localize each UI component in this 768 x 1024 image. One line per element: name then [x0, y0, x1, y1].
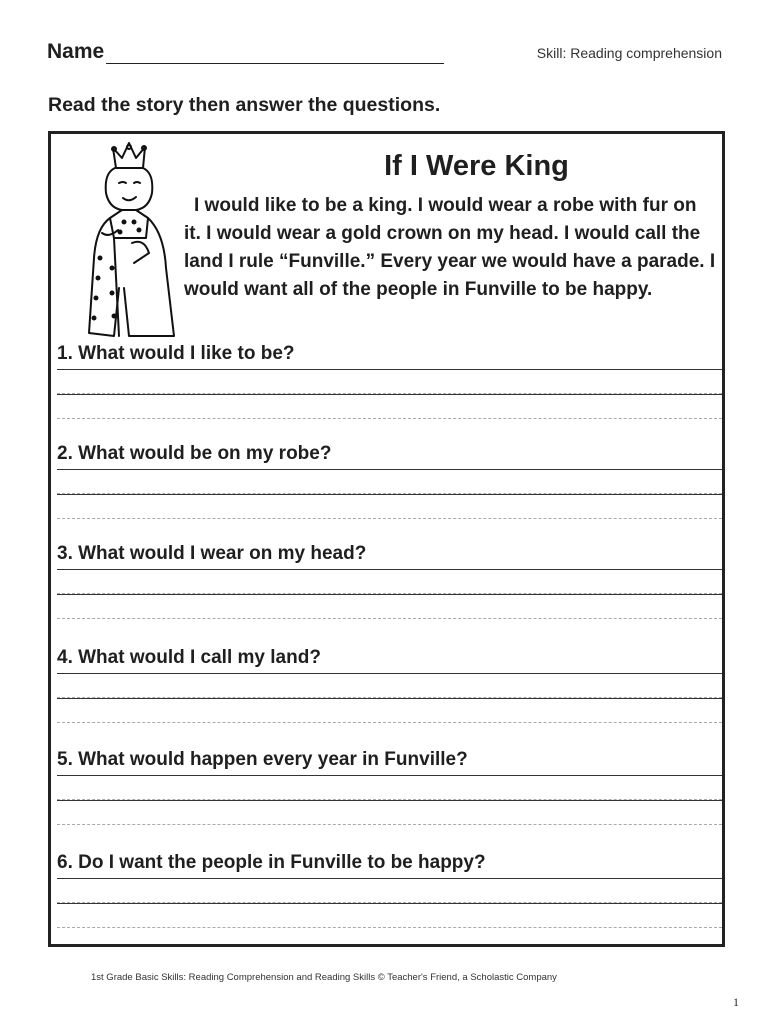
- answer-line[interactable]: [57, 903, 722, 928]
- king-illustration: [74, 138, 189, 343]
- answer-line[interactable]: [57, 594, 722, 619]
- answer-line[interactable]: [57, 369, 722, 394]
- story-text: I would like to be a king. I would wear a robe with fur on it. I would wear a gold crown on my head. I would call the land I rule “Funville.” Every year we would have a parade. I would want all of the people in Funville to be happy.: [184, 195, 716, 300]
- answer-line[interactable]: [57, 494, 722, 519]
- answer-line[interactable]: [57, 800, 722, 825]
- answer-line[interactable]: [57, 673, 722, 698]
- question-4: [57, 647, 722, 723]
- answer-line[interactable]: [57, 698, 722, 723]
- answer-line[interactable]: [57, 775, 722, 800]
- question-text: 6. Do I want the people in Funville to be happy?: [57, 852, 486, 873]
- name-label: Name: [47, 40, 105, 63]
- name-field: [47, 40, 444, 64]
- question-text: 4. What would I call my land?: [57, 647, 321, 668]
- name-blank-line[interactable]: [106, 43, 444, 64]
- worksheet-box: [48, 131, 725, 947]
- answer-line[interactable]: [57, 469, 722, 494]
- question-text: 2. What would be on my robe?: [57, 443, 332, 464]
- question-text: 5. What would happen every year in Funville?: [57, 749, 468, 770]
- story-title: If I Were King: [384, 150, 569, 182]
- instructions: Read the story then answer the questions.: [48, 94, 441, 116]
- question-2: [57, 443, 722, 519]
- question-5: [57, 749, 722, 825]
- skill-label: Skill: Reading comprehension: [536, 45, 722, 61]
- question-1: [57, 343, 722, 419]
- answer-line[interactable]: [57, 569, 722, 594]
- answer-line[interactable]: [57, 878, 722, 903]
- answer-line[interactable]: [57, 394, 722, 419]
- footer-credit: 1st Grade Basic Skills: Reading Comprehension and Reading Skills © Teacher's Friend, a Scholastic Company: [91, 972, 557, 983]
- question-6: [57, 852, 722, 928]
- question-text: 3. What would I wear on my head?: [57, 543, 367, 564]
- question-text: 1. What would I like to be?: [57, 343, 295, 364]
- question-3: [57, 543, 722, 619]
- page-number: 1: [733, 995, 739, 1009]
